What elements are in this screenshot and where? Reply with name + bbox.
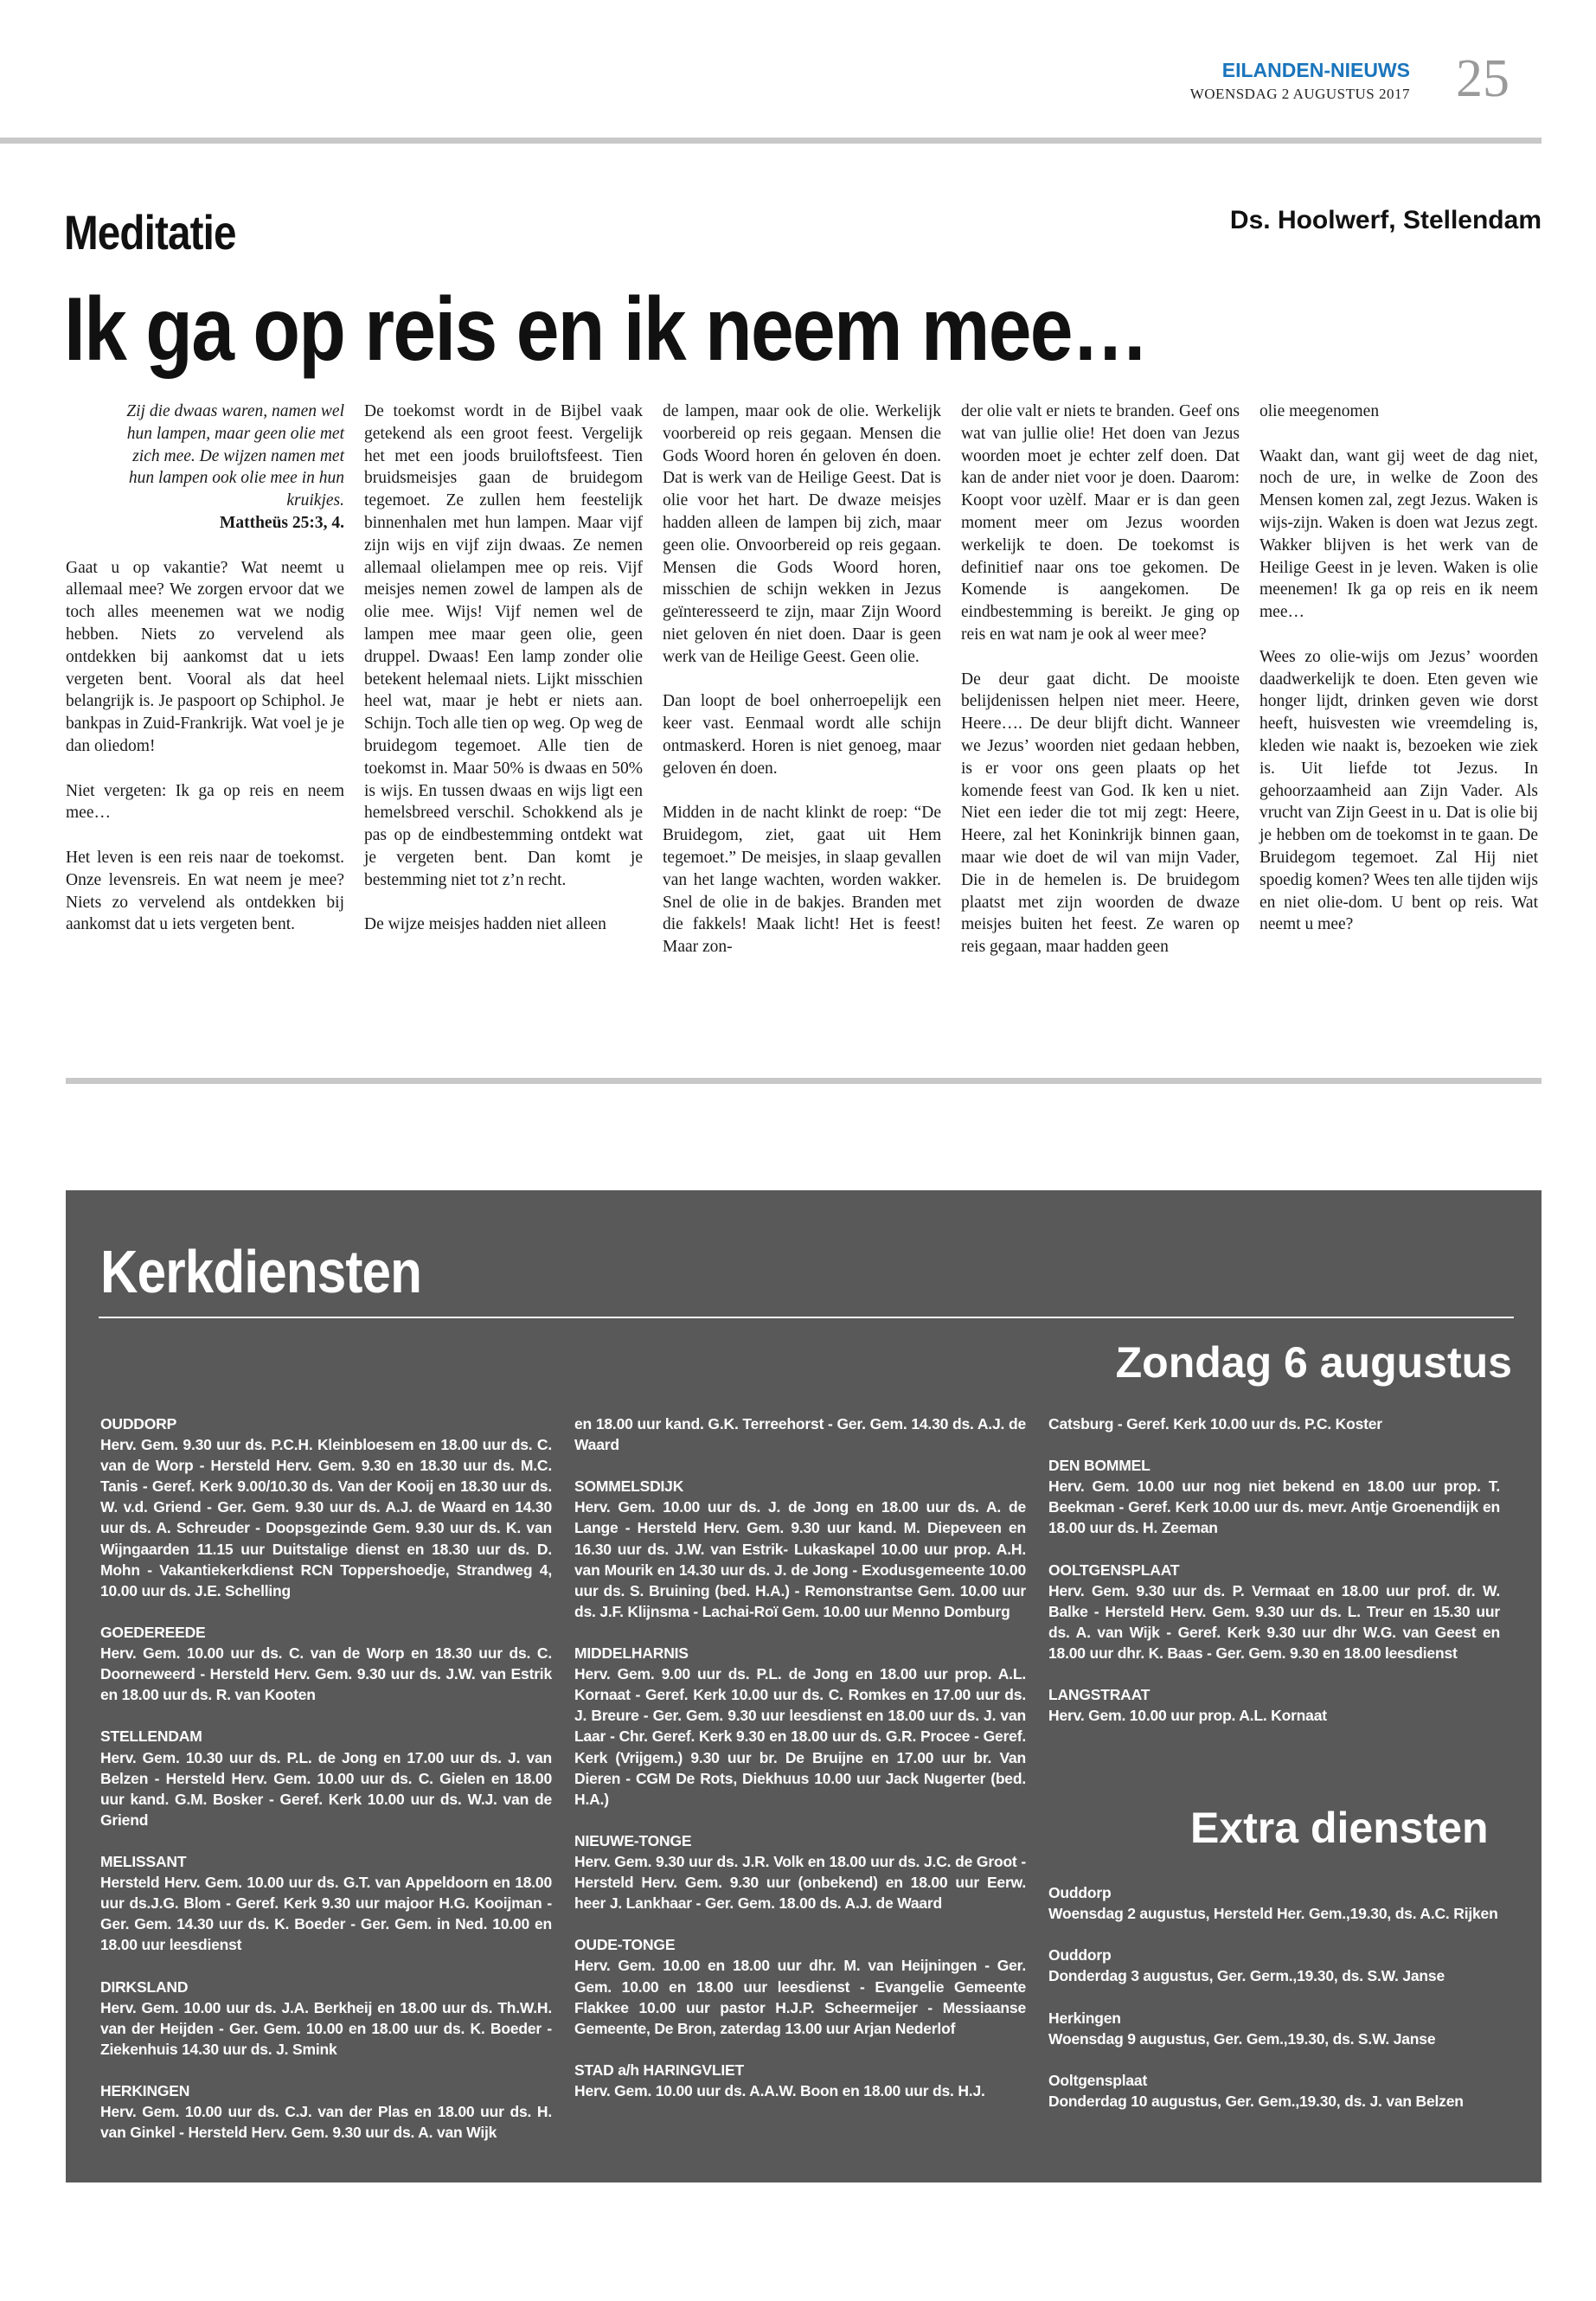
extra-services-column	[1048, 1882, 1500, 2112]
service-entry	[1048, 1560, 1500, 1663]
place-name: OUDDORP	[100, 1415, 177, 1433]
service-entry	[574, 2060, 1026, 2101]
page-number: 25	[1456, 49, 1509, 108]
paragraph: olie meegenomen	[1259, 402, 1380, 420]
sunday-heading: Zondag 6 augustus	[1115, 1338, 1512, 1387]
issue-date: WOENSDAG 2 AUGUSTUS 2017	[1189, 86, 1410, 102]
paragraph: Dan loopt de boel onherroepelijk een keer vast. Eenmaal wordt alle schijn ontmaskerd. Horen is niet genoeg, maar geloven én doen.	[663, 692, 941, 778]
service-text: Herv. Gem. 10.00 uur ds. C. van de Worp en 18.30 uur ds. C. Doorneweerd - Hersteld Herv. Gem. 9.30 uur ds. J.W. van Estrik en 18.00 uur ds. R. van Kooten	[100, 1644, 552, 1704]
author-byline: Ds. Hoolwerf, Stellendam	[1229, 206, 1542, 234]
church-services-divider	[99, 1317, 1514, 1318]
service-text: Herv. Gem. 10.00 uur ds. J.A. Berkheij en 18.00 uur ds. Th.W.H. van der Heijden - Ger. Gem. 10.00 en 18.00 uur ds. K. Boeder - Ziekenhuis 14.30 uur ds. J. Smink	[100, 1998, 552, 2058]
service-entry	[100, 1851, 552, 1955]
extra-service-entry	[1048, 2070, 1500, 2112]
newspaper-logo: EILANDEN-NIEUWS	[1221, 59, 1410, 81]
place-name: STAD a/h HARINGVLIET	[574, 2061, 744, 2079]
service-entry	[100, 1726, 552, 1830]
service-entry	[100, 1977, 552, 2060]
service-text: Herv. Gem. 10.00 uur prop. A.L. Kornaat	[1048, 1707, 1327, 1725]
extra-services-heading: Extra diensten	[1190, 1804, 1489, 1852]
services-column-1	[100, 1413, 552, 2143]
service-entry	[100, 2080, 552, 2143]
article-column-1	[66, 401, 344, 936]
middle-divider	[66, 1078, 1542, 1084]
service-entry	[574, 1413, 1026, 1455]
place-name: HERKINGEN	[100, 2082, 190, 2099]
services-column-2	[574, 1413, 1026, 2101]
service-entry	[574, 1476, 1026, 1622]
paragraph: Waakt dan, want gij weet de dag niet, noch de ure, in welke de Zoon des Mensen komen zal, zegt Jezus. Waken is wijs-zijn. Waken is doen wat Jezus zegt. Wakker blijven is het werk van de Heilige Geest in je leven. Waken is olie meenemen! Ik ga op reis en ik neem mee…	[1259, 446, 1538, 622]
paragraph: Gaat u op vakantie? Wat neemt u allemaal mee? We zorgen ervoor dat we toch alles meenemen wat we nodig hebben. Niets zo vervelend als ontdekken bij aankomst dat u iets vergeten bent. Vooral als dat heel belangrijk is. Je paspoort op Schiphol. Je bankpas in Zuid-Frankrijk. Wat voel je je dan oliedom!	[66, 558, 344, 755]
paragraph: De toekomst wordt in de Bijbel vaak getekend als een groot feest. Vergelijk het met een joods bruiloftsfeest. Tien bruidsmeisjes gaan de bruidegom tegemoet. Ze zullen hem feestelijk binnenhalen met hun lampen. Maar vijf zijn wijs en vijf zijn dwaas. Ze nemen allemaal olielampen mee op reis. Vijf meisjes nemen zowel de lampen als de olie mee. Wijs! Vijf nemen wel de lampen mee maar geen olie, geen druppel. Dwaas! Een lamp zonder olie betekent helemaal niets. Lijkt misschien heel wat, maar je hebt er niets aan. Schijn. Toch alle tien op weg. Op weg de bruidegom tegemoet. Alle tien de toekomst in. Maar 50% is dwaas en 50% is wijs. En tussen dwaas en wijs ligt een hemelsbreed verschil. Schokkend als je pas op de eindbestemming ontdekt wat je vergeten bent. Dan komt je bestemming niet tot z’n recht.	[364, 402, 643, 889]
service-text: Herv. Gem. 10.00 uur ds. J. de Jong en 18.00 uur ds. A. de Lange - Hersteld Herv. Gem. 9.30 uur kand. M. Diepeveen en 16.30 uur ds. J.W. van Estrik- Lukaskapel 10.00 uur prop. A.H. van Mourik en 14.30 uur ds. J. de Jong - Exodusgemeente 10.00 uur ds. S. Bruining (bed. H.A.) - Remonstrantse Gem. 10.00 uur ds. J.F. Klijnsma - Lachai-Roï Gem. 10.00 uur Menno Domburg	[574, 1498, 1026, 1620]
service-text: Herv. Gem. 10.00 uur ds. C.J. van der Plas en 18.00 uur ds. H. van Ginkel - Hersteld Herv. Gem. 9.30 uur ds. A. van Wijk	[100, 2103, 552, 2142]
paragraph: der olie valt er niets te branden. Geef ons wat van jullie olie! Het doen van Jezus woorden moet je echter zelf doen. Dat kan de ander niet voor je doen. Daarom: Koopt voor uzèlf. Maar er is dan geen moment meer om Jezus woorden werkelijk te doen. De toekomst is definitief naar ons toe gekomen. De Komende is aangekomen. De eindbestemming is bereikt. Je ging op reis en wat nam je ook al weer mee?	[961, 402, 1240, 644]
service-text: Herv. Gem. 10.00 uur ds. A.A.W. Boon en 18.00 uur ds. H.J.	[574, 2082, 985, 2099]
place-name: Ooltgensplaat	[1048, 2071, 1148, 2089]
service-entry	[100, 1413, 552, 1601]
service-entry	[574, 1830, 1026, 1913]
section-label: Meditatie	[64, 205, 236, 260]
extra-service-entry	[1048, 1945, 1500, 1986]
place-name: LANGSTRAAT	[1048, 1686, 1151, 1704]
service-text: Herv. Gem. 10.00 uur nog niet bekend en 18.00 uur prop. T. Beekman - Geref. Kerk 10.00 uur ds. mevr. Antje Groenendijk en 18.00 uur ds. H. Zeeman	[1048, 1477, 1500, 1537]
article-column-2	[364, 401, 643, 936]
church-services-box	[66, 1190, 1542, 2182]
service-text: Woensdag 9 augustus, Ger. Gem.,19.30, ds. S.W. Janse	[1048, 2029, 1436, 2048]
place-name: DEN BOMMEL	[1048, 1457, 1151, 1475]
service-text: Catsburg - Geref. Kerk 10.00 uur ds. P.C. Koster	[1048, 1415, 1382, 1433]
service-entry	[1048, 1413, 1500, 1434]
article-headline: Ik ga op reis en ik neem mee…	[64, 279, 1148, 380]
paragraph: Het leven is een reis naar de toekomst. Onze levensreis. En wat neem je mee? Niets zo vervelend als ontdekken bij aankomst dat u iets vergeten bent.	[66, 848, 344, 934]
place-name: OOLTGENSPLAAT	[1048, 1561, 1180, 1579]
article-body	[66, 401, 1542, 1023]
paragraph: Wees zo olie-wijs om Jezus’ woorden daadwerkelijk te doen. Eten geven wie honger lijdt, drinken geven wie dorst heeft, huisvesten wie vreemdeling is, kleden wie naakt is, bezoeken wie ziek is. Uit liefde tot Jezus. In gehoorzaamheid aan Zijn Vader. Als vrucht van Zijn Geest in u. Dat is olie bij je hebben om de toekomst in te gaan. De Bruidegom tegemoet. Zal Hij niet spoedig komen? Wees ten alle tijden wijs en niet olie-dom. U bent op reis. Wat neemt u mee?	[1259, 647, 1538, 934]
place-name: OUDE-TONGE	[574, 1936, 676, 1954]
paragraph: de lampen, maar ook de olie. Werkelijk voorbereid op reis gegaan. Mensen die Gods Woord horen én geloven én doen. Dat is werk van de Heilige Geest. Dat is olie voor het hart. De dwaze meisjes hadden alleen de lampen bij zich, maar geen olie. Onvoorbereid op reis gegaan. Mensen die Gods Woord horen, misschien de schijn wekken in Jezus geïnteresseerd te zijn, maar Zijn Woord niet geloven én niet doen. Daar is geen werk van de Heilige Geest. Geen olie.	[663, 402, 941, 666]
service-text: Donderdag 10 augustus, Ger. Gem.,19.30, ds. J. van Belzen	[1048, 2092, 1464, 2110]
place-name: Ouddorp	[1048, 1946, 1112, 1965]
service-text: Herv. Gem. 9.00 uur ds. P.L. de Jong en 18.00 uur prop. A.L. Kornaat - Geref. Kerk 10.00 uur ds. C. Romkes en 17.00 uur ds. J. Breure - Ger. Gem. 9.30 uur leesdienst en 18.00 uur ds. J. van Laar - Chr. Geref. Kerk 9.30 en 18.00 uur ds. G.R. Procee - Geref. Kerk (Vrijgem.) 9.30 uur br. De Bruijne en 17.00 uur br. Van Dieren - CGM De Rots, Diekhuus 10.00 uur Jack Nugerter (bed. H.A.)	[574, 1665, 1026, 1808]
top-divider	[0, 138, 1542, 144]
service-text: Herv. Gem. 9.30 uur ds. P. Vermaat en 18.00 uur prof. dr. W. Balke - Hersteld Herv. Gem. 9.30 uur ds. L. Treur en 15.30 uur ds. A. van Wijk - Geref. Kerk 9.30 uur dhr W.G. van Geest en 18.00 uur dhr. K. Baas - Ger. Gem. 9.30 en 18.00 leesdienst	[1048, 1581, 1500, 1663]
service-text: en 18.00 uur kand. G.K. Terreehorst - Ger. Gem. 14.30 ds. A.J. de Waard	[574, 1415, 1026, 1454]
paragraph: De deur gaat dicht. De mooiste belijdenissen helpen niet meer. Heere, Heere…. De deur blijft dicht. Wanneer we Jezus’ woorden niet gedaan hebben, is er voor ons geen plaats op het komende feest van God. Ik ken u niet. Niet een ieder die tot mij zegt: Heere, Heere, zal het Koninkrijk binnen gaan, maar wie doet de wil van mijn Vader, Die in de hemelen is. De bruidegom plaatst met zijn woorden de dwaze meisjes buiten het feest. Ze waren op reis gegaan, maar hadden geen	[961, 670, 1240, 957]
service-text: Hersteld Herv. Gem. 10.00 uur ds. G.T. van Appeldoorn en 18.00 uur ds.J.G. Blom - Geref. Kerk 9.30 uur majoor H.G. Kooijman - Ger. Gem. 14.30 uur ds. K. Boeder - Ger. Gem. in Ned. 10.00 en 18.00 uur leesdienst	[100, 1874, 552, 1954]
service-entry	[574, 1643, 1026, 1810]
paragraph: Niet vergeten: Ik ga op reis en neem mee…	[66, 781, 344, 823]
service-text: Herv. Gem. 10.00 en 18.00 uur dhr. M. van Heijningen - Ger. Gem. 10.00 en 18.00 uur leesdienst - Evangelie Gemeente Flakkee 10.00 uur pastor H.J.P. Scheermeijer - Messiaanse Gemeente, De Bron, zaterdag 13.00 uur Arjan Nederlof	[574, 1957, 1026, 2037]
extra-service-entry	[1048, 1882, 1500, 1924]
bible-reference: Mattheüs 25:3, 4.	[219, 513, 344, 532]
article-column-3	[663, 401, 941, 958]
place-name: MIDDELHARNIS	[574, 1644, 689, 1663]
service-entry	[574, 1934, 1026, 2038]
place-name: DIRKSLAND	[100, 1977, 189, 1996]
extra-service-entry	[1048, 2008, 1500, 2049]
service-entry	[100, 1622, 552, 1705]
service-text: Woensdag 2 augustus, Hersteld Her. Gem.,19.30, ds. A.C. Rijken	[1048, 1905, 1498, 1923]
place-name: STELLENDAM	[100, 1727, 202, 1746]
paragraph: De wijze meisjes hadden niet alleen	[364, 915, 606, 934]
service-text: Herv. Gem. 10.30 uur ds. P.L. de Jong en 17.00 uur ds. J. van Belzen - Hersteld Herv. Gem. 10.00 uur ds. C. Gielen en 18.00 uur kand. G.M. Bosker - Geref. Kerk 10.00 uur ds. W.J. van de Griend	[100, 1748, 552, 1829]
service-text: Donderdag 3 augustus, Ger. Germ.,19.30, ds. S.W. Janse	[1048, 1967, 1445, 1985]
service-entry	[1048, 1455, 1500, 1538]
place-name: Herkingen	[1048, 2009, 1121, 2027]
paragraph: Midden in de nacht klinkt de roep: “De Bruidegom, ziet, gaat uit Hem tegemoet.” De meisjes, in slaap gevallen van het lange wachten, worden wakker. Snel de olie in de bakjes. Branden met die fakkels! Maak licht! Het is feest! Maar zon-	[663, 804, 941, 957]
article-column-4	[961, 401, 1240, 958]
place-name: SOMMELSDIJK	[574, 1477, 684, 1496]
article-column-5	[1259, 401, 1538, 936]
church-services-title: Kerkdiensten	[100, 1238, 422, 1305]
place-name: MELISSANT	[100, 1852, 187, 1870]
service-entry	[1048, 1684, 1500, 1726]
place-name: Ouddorp	[1048, 1884, 1112, 1901]
services-column-3	[1048, 1413, 1500, 1726]
service-text: Herv. Gem. 9.30 uur ds. J.R. Volk en 18.00 uur ds. J.C. de Groot - Hersteld Herv. Gem. 9.30 uur (onbekend) en 18.00 uur Eerw. heer J. Lankhaar - Ger. Gem. 18.00 ds. A.J. de Waard	[574, 1852, 1026, 1913]
place-name: GOEDEREEDE	[100, 1623, 206, 1641]
service-text: Herv. Gem. 9.30 uur ds. P.C.H. Kleinbloesem en 18.00 uur ds. C. van de Worp - Hersteld Herv. Gem. 9.30 en 18.30 uur ds. M.C. Tanis - Geref. Kerk 9.00/10.30 ds. Van der Kooij en 18.30 uur ds. W. v.d. Griend - Ger. Gem. 9.30 uur ds. A.J. de Waard en 14.30 uur ds. A. Schreuder - Doopsgezinde Gem. 9.30 uur ds. K. van Wijngaarden 11.15 uur Duitstalige dienst en 18.30 uur ds. D. Mohn - Vakantiekerkdienst RCN Toppershoedje, Strandweg 4, 10.00 uur ds. J.E. Schelling	[100, 1436, 552, 1599]
bible-quote: Zij die dwaas waren, namen wel hun lampen, maar geen olie met zich mee. De wijzen namen met hun lampen ook olie mee in hun kruikjes.	[126, 402, 344, 510]
place-name: NIEUWE-TONGE	[574, 1831, 692, 1849]
